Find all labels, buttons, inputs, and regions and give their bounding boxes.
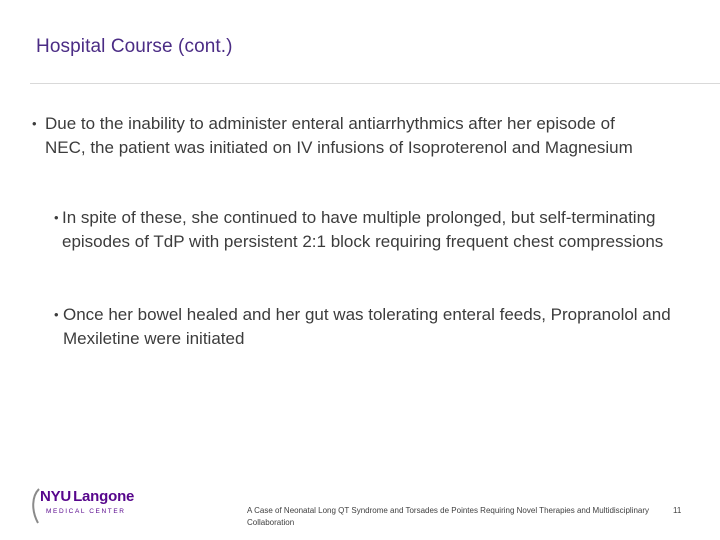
nyu-langone-logo	[28, 486, 135, 528]
bullet-marker: •	[32, 116, 37, 131]
slide-title: Hospital Course (cont.)	[36, 36, 233, 57]
bullet-item-2	[54, 206, 664, 254]
bullet-marker: •	[54, 307, 59, 322]
logo-wordmark	[40, 488, 134, 505]
logo-langone: Langone	[73, 488, 135, 505]
page-number: 11	[673, 506, 682, 515]
bullet-text: Due to the inability to administer enteral antiarrhythmics after her episode of NEC, the patient was initiated on IV infusions of Isoproterenol and Magnesium	[45, 114, 633, 157]
bullet-item-3	[54, 303, 674, 351]
bullet-text: Once her bowel healed and her gut was tolerating enteral feeds, Propranolol and Mexiletine were initiated	[63, 305, 671, 348]
title-divider	[30, 83, 720, 84]
bullet-text: In spite of these, she continued to have multiple prolonged, but self-terminating episodes of TdP with persistent 2:1 block requiring frequent chest compressions	[62, 208, 664, 251]
bullet-item-1	[32, 112, 652, 160]
bullet-marker: •	[54, 210, 59, 225]
logo-subtitle: MEDICAL CENTER	[46, 508, 126, 515]
footer-caption: A Case of Neonatal Long QT Syndrome and Torsades de Pointes Requiring Novel Therapies and Multidisciplinary Collaboration	[247, 506, 650, 527]
logo-nyu: NYU	[40, 488, 72, 505]
